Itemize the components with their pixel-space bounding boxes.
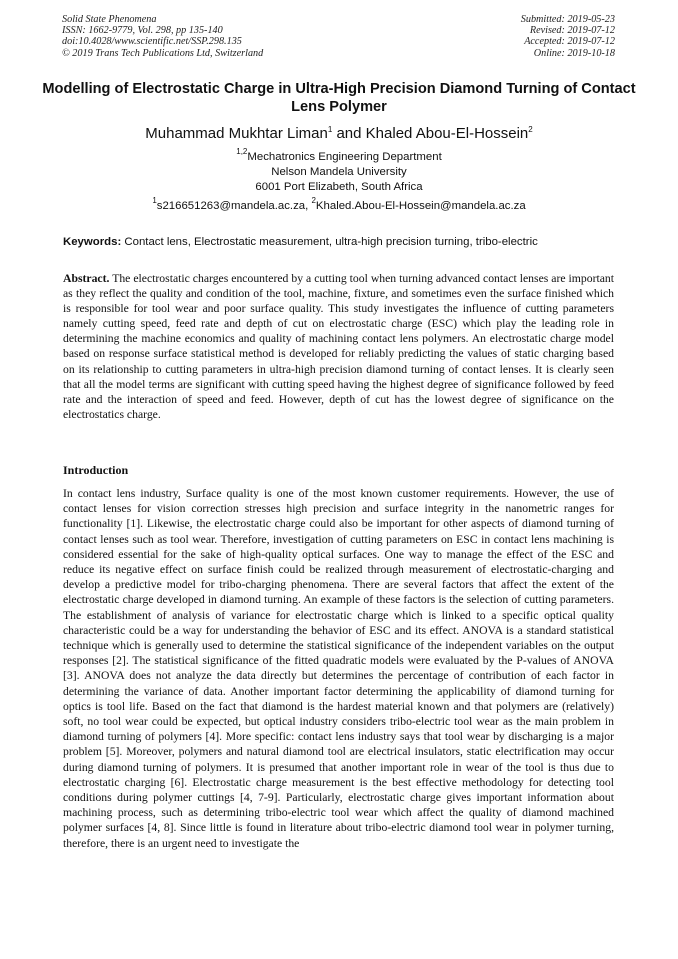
affiliation-dept: Mechatronics Engineering Department — [247, 151, 442, 163]
author-2-sup: 2 — [528, 125, 533, 134]
email-2: Khaled.Abou-El-Hossein@mandela.ac.za — [315, 200, 526, 212]
introduction-heading: Introduction — [63, 463, 129, 477]
author-line — [0, 124, 678, 144]
abstract-label: Abstract. — [63, 272, 110, 285]
author-1-sup: 1 — [327, 125, 333, 134]
email-line — [0, 196, 678, 214]
introduction-body: In contact lens industry, Surface quality is one of the most known customer requirements. However, the use of contact lenses for vision correction stresses high precision and surface integrity in the nanometric ranges for functionality [1]. Likewise, the electrostatic charge could also be important for other aspects of diamond turning of contact lenses such as tool wear. Therefore, investigation of cutting parameters on ESC in contact lens machining is considered essential for the sake of high-quality optical surfaces. One way to manage the effect of the ESC and reduce its negative effect on surface finish could be realized through measurement of electrostatic-charging and develop a predictive model for tribo-charging phenomena. There are several factors that affect the extent of the electrostatic charge developed in diamond turning. An example of these factors is the selection of cutting parameters. The establishment of analysis of variance for electrostatic charge which is linked to a specific optical quality characteristic could be a way for understanding the behavior of ESC and its effect. ANOVA is a standard statistical technique which is generally used to determine the statistical significance of the independent variables on the output responses [2]. The statistical significance of the fitted quadratic models were evaluated by the P-values of ANOVA [3]. ANOVA does not analyze the data directly but determines the percentage of contribution of each factor in determining the variance of data. Another important factor determining the applicability of diamond turning for optics is tool life. Based on the fact that diamond is the hardest material known and that polymers are (relatively) soft, no tool wear could be expected, but optical industry considers tribo-electric tool wear as the main problem in diamond turning of polymers [4]. More specific: contact lens industry says that tool wear by discharging is a major problem [5]. Moreover, polymers and natural diamond tool are electrical insulators, static electrification may occur during diamond turning of polymers. It is presumed that another important role in wear of the tool is thus due to electrostatic charging [6]. Electrostatic charge measurement is the best effective methodology for detecting tool conditions during polymer cuttings [4, 7-9]. Particularly, electrostatic charge gives important information about machining process, such as determining tribo-electric tool wear which affect the quality of diamond machined polymer surfaces [4, 8]. Since little is found in literature about tribo-electric diamond tool wear in polymer turning, therefore, there is an urgent need to investigate the — [63, 487, 614, 850]
paper-title: Modelling of Electrostatic Charge in Ultra-High Precision Diamond Turning of Contact Lens Polymer — [42, 81, 636, 115]
author-conj: and — [332, 125, 366, 142]
abstract — [63, 271, 614, 422]
keywords-text: Contact lens, Electrostatic measurement, ultra-high precision turning, tribo-electric — [121, 236, 538, 248]
header-journal-info — [62, 14, 263, 59]
affiliation-sup: 1,2 — [236, 147, 248, 156]
journal-name: Solid State Phenomena — [62, 14, 157, 25]
email-1: s216651263@mandela.ac.za — [156, 200, 306, 212]
author-2: Khaled Abou-El-Hossein — [365, 125, 529, 142]
affiliation-block — [0, 147, 678, 196]
online-date: Online: 2019-10-18 — [533, 47, 615, 59]
revised-date: Revised: 2019-07-12 — [529, 25, 615, 37]
abstract-text: The electrostatic charges encountered by a cutting tool when turning advanced contact lenses are important as they reflect the quality and condition of the tool, machine, fixture, and sometimes even the surface finished which is responsible for tool wear and poor surface quality. This study investigates the influence of cutting parameters namely cutting speed, feed rate and depth of cut on electrostatic charge (ESC) which play the leading role in determining the machine economics and quality of machining contact lens polymers. An electrostatic charge model based on response surface statistical method is developed for reliably predicting the values of static charging based on its relationship to cutting parameters in ultra-high precision diamond turning of contact lenses. It is clearly seen that all the model terms are significant with cutting speed having the highest degree of significance followed by feed rate and the interaction of speed and feed. However, depth of cut has the lowest degree of significance on the electrostatics charge. — [63, 272, 614, 421]
affiliation-address: 6001 Port Elizabeth, South Africa — [255, 181, 423, 194]
issn-line: ISSN: 1662-9779, Vol. 298, pp 135-140 — [62, 25, 223, 37]
author-1: Muhammad Mukhtar Liman — [145, 125, 328, 142]
affiliation-univ: Nelson Mandela University — [271, 166, 407, 179]
doi-line: doi:10.4028/www.scientific.net/SSP.298.135 — [62, 36, 242, 48]
email-sep: , — [305, 200, 312, 212]
email-1-sup: 1 — [152, 196, 157, 205]
header-dates — [521, 14, 615, 59]
submitted-date: Submitted: 2019-05-23 — [520, 14, 615, 25]
keywords-label: Keywords: — [63, 236, 122, 248]
accepted-date: Accepted: 2019-07-12 — [524, 36, 615, 48]
email-2-sup: 2 — [311, 196, 316, 205]
keywords — [63, 235, 623, 250]
copyright-line: © 2019 Trans Tech Publications Ltd, Switzerland — [62, 47, 264, 59]
